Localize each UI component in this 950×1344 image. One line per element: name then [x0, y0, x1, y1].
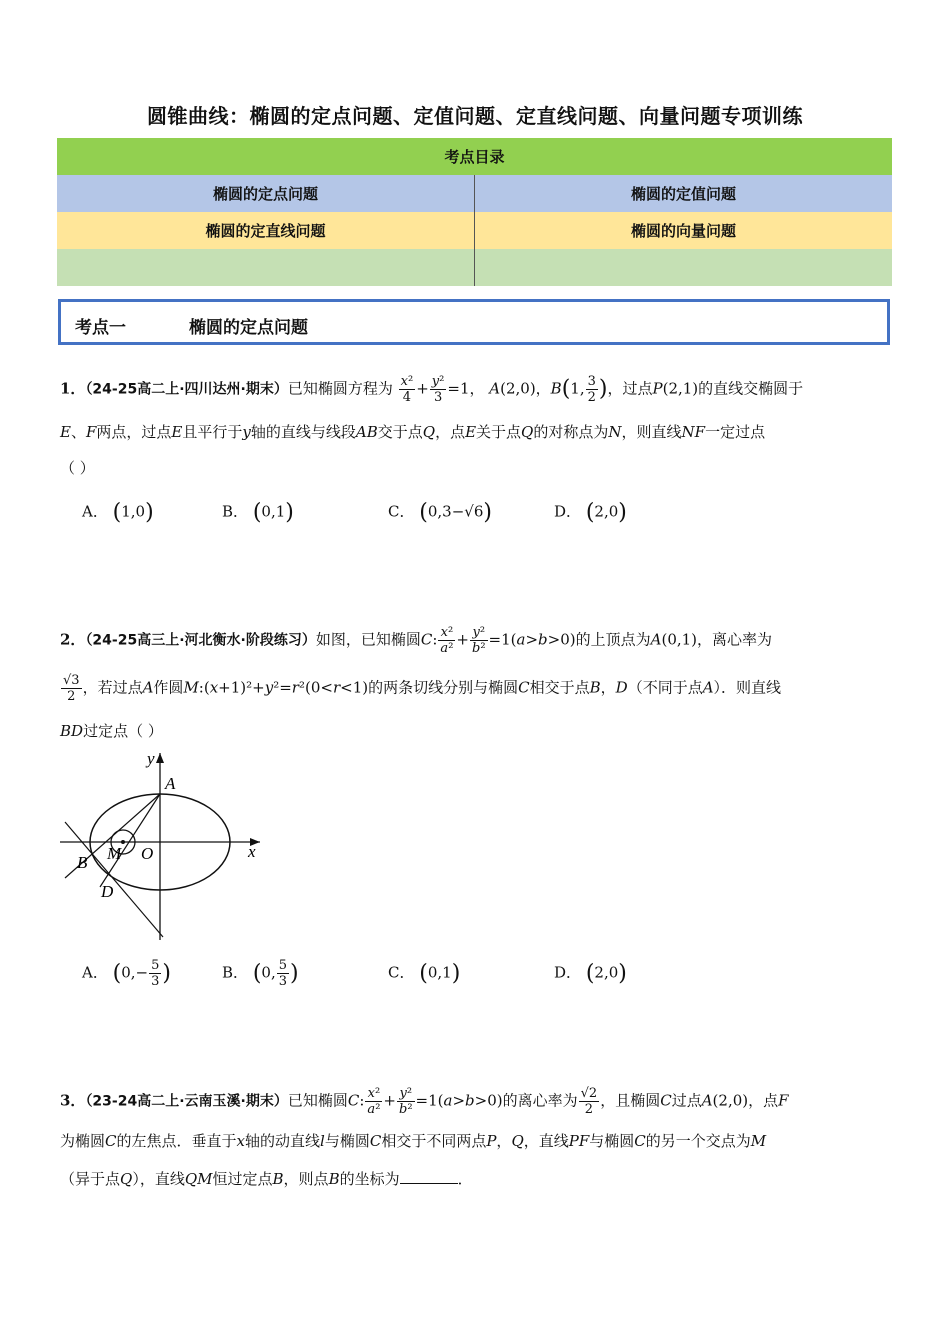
q1-number: 1． [60, 379, 86, 398]
q1-text: 轴的直线与线段 [250, 423, 356, 441]
option-label: A． [82, 963, 108, 982]
q3-text: 的左焦点．垂直于 [116, 1132, 237, 1150]
q2-text: ）．则直线 [713, 678, 782, 697]
toc-item-fixed-point[interactable]: 椭圆的定点问题 [57, 175, 475, 212]
label-d: D [101, 882, 114, 901]
q3-line3: （异于点Q），直线QM恒过定点B，则点B的坐标为 ． [60, 1170, 473, 1188]
q3-text: （异于点 [60, 1170, 121, 1188]
q1-frac-x: $\frac{\text{x²}}{4}$ [400, 374, 414, 405]
q1-option-a[interactable]: A． (1,0) [82, 500, 154, 525]
q2-number: 2． [60, 630, 86, 649]
q2-text: 作圆 [153, 678, 184, 697]
q3-text: ． [457, 1170, 473, 1188]
q1-text: 的直线交椭圆于 [698, 379, 804, 398]
q3-number: 3． [60, 1091, 86, 1110]
q2-line3: BD过定点（ ） [60, 722, 163, 740]
q2-line2: $\frac{√3}{2}$ ，若过点A作圆M:(x+1)²+y²=r²(0<r<1)的两条切线分别与椭圆C相交于点B，D（不同于点A）．则直线 [63, 673, 782, 704]
q1-text: 交于点 [377, 423, 423, 441]
q1-text: ，过点 [607, 379, 653, 398]
q3-text: 轴的动直线 [244, 1132, 320, 1150]
q1-text: 一定过点 [705, 423, 766, 441]
q1-text: 关于点 [476, 423, 522, 441]
q3-text: 过点 [671, 1091, 702, 1110]
q3-text: 为椭圆 [60, 1132, 106, 1150]
q2-source: （24-25高三上·河北衡水·阶段练习） [85, 632, 316, 649]
q3-text: 恒过定点 [212, 1170, 273, 1188]
q2-text: ，离心率为 [697, 630, 773, 649]
q1-line2: E、F两点，过点E且平行于y轴的直线与线段AB交于点Q，点E关于点Q的对称点为N，则直线NF一定过点 [60, 423, 766, 441]
q1-text: 已知椭圆方程为 [287, 379, 393, 398]
page-title: 圆锥曲线：椭圆的定点问题、定值问题、定直线问题、向量问题专项训练 [147, 104, 803, 128]
option-label: C． [388, 963, 415, 982]
q2-text: 相交于点 [529, 678, 590, 697]
q1-text: ，点 [435, 423, 466, 441]
q3-answer-blank[interactable] [400, 1169, 458, 1184]
q1-paren: （ ） [60, 459, 95, 477]
toc-item-vector[interactable]: 椭圆的向量问题 [475, 212, 893, 249]
q3-text: ，且椭圆 [600, 1091, 661, 1110]
q2-text: 的两条切线分别与椭圆 [368, 678, 519, 697]
toc-item-fixed-line[interactable]: 椭圆的定直线问题 [57, 212, 475, 249]
toc-header: 考点目录 [57, 138, 892, 175]
q3-text: 的坐标为 [339, 1170, 400, 1188]
toc-empty-cell [57, 249, 475, 286]
label-x: x [248, 842, 256, 861]
label-o: O [141, 844, 154, 863]
toc-table [57, 138, 892, 286]
line-bd [65, 822, 163, 937]
toc-item-fixed-value[interactable]: 椭圆的定值问题 [475, 175, 893, 212]
q2-text: （不同于点 [627, 678, 703, 697]
q3-text: ，点 [748, 1091, 779, 1110]
option-label: C． [388, 502, 415, 521]
option-label: B． [222, 502, 249, 521]
label-m: M [107, 844, 122, 863]
q3-source: （23-24高二上·云南玉溪·期末） [85, 1093, 288, 1110]
q3-text: 的另一个交点为 [645, 1132, 751, 1150]
toc-empty-cell [475, 249, 893, 286]
q1-text: 两点，过点 [96, 423, 172, 441]
q2-option-c[interactable]: C． (0,1) [388, 961, 461, 986]
q2-figure [55, 745, 270, 945]
q2-option-d[interactable]: D． (2,0) [554, 961, 627, 986]
section-label: 考点一 [75, 318, 126, 338]
label-a: A [165, 774, 176, 793]
q1-text: 且平行于 [182, 423, 243, 441]
q3-text: 与椭圆 [589, 1132, 635, 1150]
q3-text: ，直线 [523, 1132, 569, 1150]
q2-line1: 2．（24-25高三上·河北衡水·阶段练习）如图，已知椭圆C: $\frac{\text{x²}}{\text{a²}}$ + $\frac{\text{y²}}{\text{b²}}$ =1(a>b>0)的上顶点为A(0,1)，离心率为 [60, 625, 773, 656]
q2-option-a[interactable]: A． (0,− $\frac{5}{3}$ ) [82, 958, 171, 989]
q1-frac-y: $\frac{\text{y²}}{3}$ [431, 374, 445, 405]
option-label: B． [222, 963, 249, 982]
q1-text: ，则直线 [621, 423, 682, 441]
y-axis-arrow [156, 753, 164, 763]
q3-text: ，则点 [283, 1170, 329, 1188]
q2-text: 的上顶点为 [575, 630, 651, 649]
q3-text: 相交于不同两点 [381, 1132, 487, 1150]
q3-text: ），直线 [132, 1170, 185, 1188]
q2-option-b[interactable]: B． (0, $\frac{5}{3}$ ) [222, 958, 299, 989]
q1-option-b[interactable]: B． (0,1) [222, 500, 294, 525]
q2-text: 如图，已知椭圆 [315, 630, 421, 649]
q3-text: 已知椭圆 [287, 1091, 348, 1110]
q1-source: （24-25高二上·四川达州·期末） [85, 381, 288, 398]
label-b: B [77, 853, 88, 872]
q1-line1: 1．（24-25高二上·四川达州·期末）已知椭圆方程为 $\frac{\text{x²}}{4}$ + $\frac{\text{y²}}{3}$ =1， A(2,0)，B(1, $\frac{3}{2}$ )，过点P(2,1)的直线交椭圆于 [60, 374, 804, 405]
q1-option-d[interactable]: D． (2,0) [554, 500, 627, 525]
q3-text: 的离心率为 [502, 1091, 578, 1110]
q1-option-c[interactable]: C． (0,3−√6) [388, 500, 492, 525]
q1-text: 的对称点为 [533, 423, 609, 441]
center-m [121, 840, 125, 844]
option-label: D． [554, 502, 582, 521]
option-label: A． [82, 502, 108, 521]
q2-text: 过定点（ ） [83, 722, 163, 740]
q2-text: ，若过点 [82, 678, 143, 697]
q3-line2: 为椭圆C的左焦点．垂直于x轴的动直线l与椭圆C相交于不同两点P，Q，直线PF与椭圆C的另一个交点为M [60, 1132, 767, 1150]
section-name: 椭圆的定点问题 [189, 318, 308, 338]
q3-text: 与椭圆 [324, 1132, 370, 1150]
q3-line1: 3．（23-24高二上·云南玉溪·期末）已知椭圆C: $\frac{\text{x²}}{\text{a²}}$ + $\frac{\text{y²}}{\text{b²}}$ =1(a>b>0)的离心率为 $\frac{√2}{2}$ ，且椭圆C过点A(2,0)，点F [60, 1086, 789, 1117]
option-label: D． [554, 963, 582, 982]
section-header [58, 299, 890, 345]
label-y: y [147, 749, 155, 768]
